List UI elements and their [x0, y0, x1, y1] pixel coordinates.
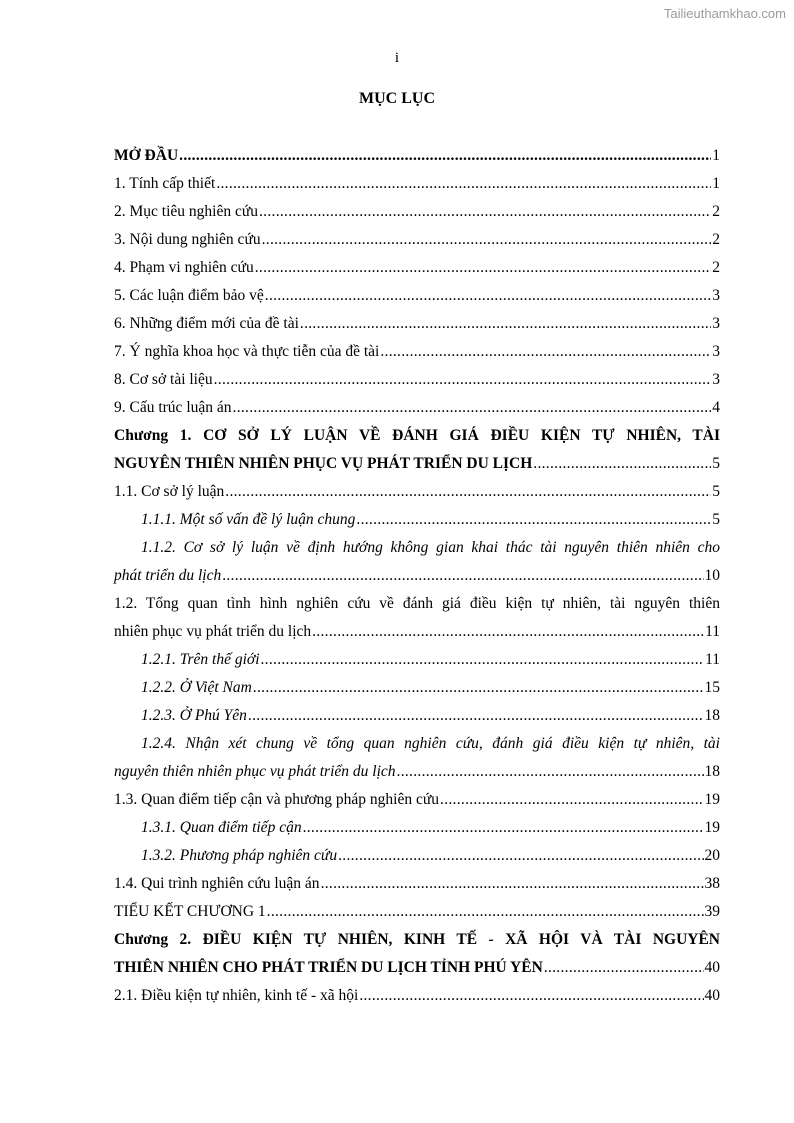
toc-chapter-2[interactable] [114, 926, 720, 982]
toc-entry-8[interactable] [114, 366, 720, 394]
dot-leader [300, 310, 711, 338]
toc-entry-1-1-1[interactable] [114, 506, 720, 534]
dot-leader [440, 786, 703, 814]
toc-entry-1-3-1[interactable] [114, 814, 720, 842]
toc-entry-label: 1.3.2. Phương pháp nghiên cứu [141, 847, 338, 864]
toc-entry-page: 10 [704, 567, 720, 584]
toc-entry-mo-dau[interactable] [114, 142, 720, 170]
toc-entry-page: 18 [704, 763, 720, 780]
dot-leader [397, 758, 704, 786]
toc-entry-label-line1: 1.2.4. Nhận xét chung về tổng quan nghiên cứu, đánh giá điều kiện tự nhiên, tài [141, 735, 720, 752]
toc-entry-page: 2 [712, 203, 720, 220]
toc-entry-2-1[interactable] [114, 982, 720, 1010]
dot-leader [321, 870, 704, 898]
dot-leader [216, 170, 711, 198]
toc-entry-label: MỞ ĐẦU [114, 147, 179, 164]
toc-entry-label-line1: 1.2. Tổng quan tình hình nghiên cứu về đánh giá điều kiện tự nhiên, tài nguyên thiên [114, 595, 720, 612]
toc-entry-label: 9. Cấu trúc luận án [114, 399, 232, 416]
dot-leader [222, 562, 703, 590]
toc-entry-label: 1.2.2. Ở Việt Nam [141, 679, 252, 696]
toc-entry-label: 1.1.1. Một số vấn đề lý luận chung [141, 511, 356, 528]
toc-entry-label: 1.2.3. Ở Phú Yên [141, 707, 247, 724]
toc-entry-page: 11 [705, 623, 720, 640]
toc-entry-1-3[interactable] [114, 786, 720, 814]
toc-entry-label: 1. Tính cấp thiết [114, 175, 216, 192]
toc-entry-page: 3 [712, 315, 720, 332]
toc-entry-label: 1.3.1. Quan điểm tiếp cận [141, 819, 302, 836]
toc-entry-label-line1: Chương 2. ĐIỀU KIỆN TỰ NHIÊN, KINH TẾ - XÃ HỘI VÀ TÀI NGUYÊN [114, 931, 720, 948]
toc-entry-page: 5 [712, 511, 720, 528]
watermark: Tailieuthamkhao.com [663, 6, 786, 21]
toc-entry-page: 19 [704, 819, 720, 836]
toc-entry-page: 5 [712, 455, 720, 472]
dot-leader [544, 954, 704, 982]
dot-leader [265, 282, 711, 310]
toc-entry-label: 1.4. Qui trình nghiên cứu luận án [114, 875, 320, 892]
toc-entry-label-line2: NGUYÊN THIÊN NHIÊN PHỤC VỤ PHÁT TRIỂN DU LỊCH [114, 455, 533, 472]
toc-entry-label: 1.2.1. Trên thế giới [141, 651, 260, 668]
toc-entry-1-4[interactable] [114, 870, 720, 898]
toc-entry-label: 6. Những điểm mới của đề tài [114, 315, 299, 332]
toc-entry-5[interactable] [114, 282, 720, 310]
dot-leader [533, 450, 711, 478]
toc-entry-label: 4. Phạm vi nghiên cứu [114, 259, 254, 276]
toc-entry-label: 3. Nội dung nghiên cứu [114, 231, 261, 248]
dot-leader [303, 814, 704, 842]
toc-entry-page: 1 [712, 175, 720, 192]
toc-entry-1-2-1[interactable] [114, 646, 720, 674]
dot-leader [225, 478, 711, 506]
toc-entry-page: 4 [712, 399, 720, 416]
toc-entry-label: TIỂU KẾT CHƯƠNG 1 [114, 903, 266, 920]
toc-entry-label: 1.1. Cơ sở lý luận [114, 483, 225, 500]
toc-entry-page: 39 [704, 903, 720, 920]
dot-leader [259, 198, 711, 226]
page-number: i [394, 50, 400, 66]
dot-leader [248, 702, 704, 730]
dot-leader [356, 506, 711, 534]
toc-entry-7[interactable] [114, 338, 720, 366]
dot-leader [359, 982, 703, 1010]
toc-entry-label-line2: THIÊN NHIÊN CHO PHÁT TRIỂN DU LỊCH TỈNH PHÚ YÊN [114, 959, 543, 976]
toc-entry-page: 3 [712, 371, 720, 388]
toc-chapter-1[interactable] [114, 422, 720, 478]
toc-entry-page: 38 [704, 875, 720, 892]
dot-leader [380, 338, 711, 366]
toc-entry-page: 3 [712, 287, 720, 304]
toc-entry-page: 18 [704, 707, 720, 724]
toc-entry-page: 40 [704, 959, 720, 976]
toc-entry-label: 2. Mục tiêu nghiên cứu [114, 203, 258, 220]
dot-leader [261, 646, 705, 674]
dot-leader [312, 618, 704, 646]
toc-entry-label: 7. Ý nghĩa khoa học và thực tiễn của đề tài [114, 343, 380, 360]
dot-leader [255, 254, 712, 282]
dot-leader [214, 366, 712, 394]
toc-entry-6[interactable] [114, 310, 720, 338]
toc-entry-page: 3 [712, 343, 720, 360]
dot-leader [262, 226, 712, 254]
toc-entry-page: 5 [712, 483, 720, 500]
toc-entry-1-1-2[interactable] [114, 534, 720, 590]
toc-entry-9[interactable] [114, 394, 720, 422]
dot-leader [267, 898, 704, 926]
page-title: MỤC LỤC [359, 90, 435, 107]
toc-entry-label-line2: nhiên phục vụ phát triển du lịch [114, 623, 312, 640]
toc-entry-1-1[interactable] [114, 478, 720, 506]
dot-leader [338, 842, 703, 870]
toc-entry-page: 20 [704, 847, 720, 864]
toc-entry-1-2-2[interactable] [114, 674, 720, 702]
toc-entry-1[interactable] [114, 170, 720, 198]
dot-leader [253, 674, 704, 702]
toc-entry-label-line1: Chương 1. CƠ SỞ LÝ LUẬN VỀ ĐÁNH GIÁ ĐIỀU KIỆN TỰ NHIÊN, TÀI [114, 427, 720, 444]
toc-entry-1-3-2[interactable] [114, 842, 720, 870]
dot-leader [179, 142, 711, 170]
toc-entry-1-2[interactable] [114, 590, 720, 646]
toc-entry-label: 1.3. Quan điểm tiếp cận và phương pháp nghiên cứu [114, 791, 440, 808]
toc-entry-label: 8. Cơ sở tài liệu [114, 371, 213, 388]
toc-entry-page: 2 [712, 259, 720, 276]
toc-entry-2[interactable] [114, 198, 720, 226]
toc-entry-label-line1: 1.1.2. Cơ sở lý luận về định hướng không gian khai thác tài nguyên thiên nhiên cho [141, 539, 720, 556]
dot-leader [233, 394, 712, 422]
toc-entry-page: 1 [712, 147, 720, 164]
toc-entry-label: 2.1. Điều kiện tự nhiên, kinh tế - xã hội [114, 987, 359, 1004]
toc-entry-page: 19 [704, 791, 720, 808]
toc-entry-page: 2 [712, 231, 720, 248]
toc-entry-1-2-3[interactable] [114, 702, 720, 730]
toc-entry-tieu-ket-1[interactable] [114, 898, 720, 926]
table-of-contents [114, 142, 720, 1010]
toc-entry-label-line2: phát triển du lịch [114, 567, 222, 584]
toc-entry-page: 15 [704, 679, 720, 696]
toc-entry-label-line2: nguyên thiên nhiên phục vụ phát triển du lịch [114, 763, 396, 780]
toc-entry-3[interactable] [114, 226, 720, 254]
toc-entry-page: 11 [705, 651, 720, 668]
toc-entry-1-2-4[interactable] [114, 730, 720, 786]
toc-entry-4[interactable] [114, 254, 720, 282]
toc-entry-label: 5. Các luận điểm bảo vệ [114, 287, 264, 304]
toc-entry-page: 40 [704, 987, 720, 1004]
